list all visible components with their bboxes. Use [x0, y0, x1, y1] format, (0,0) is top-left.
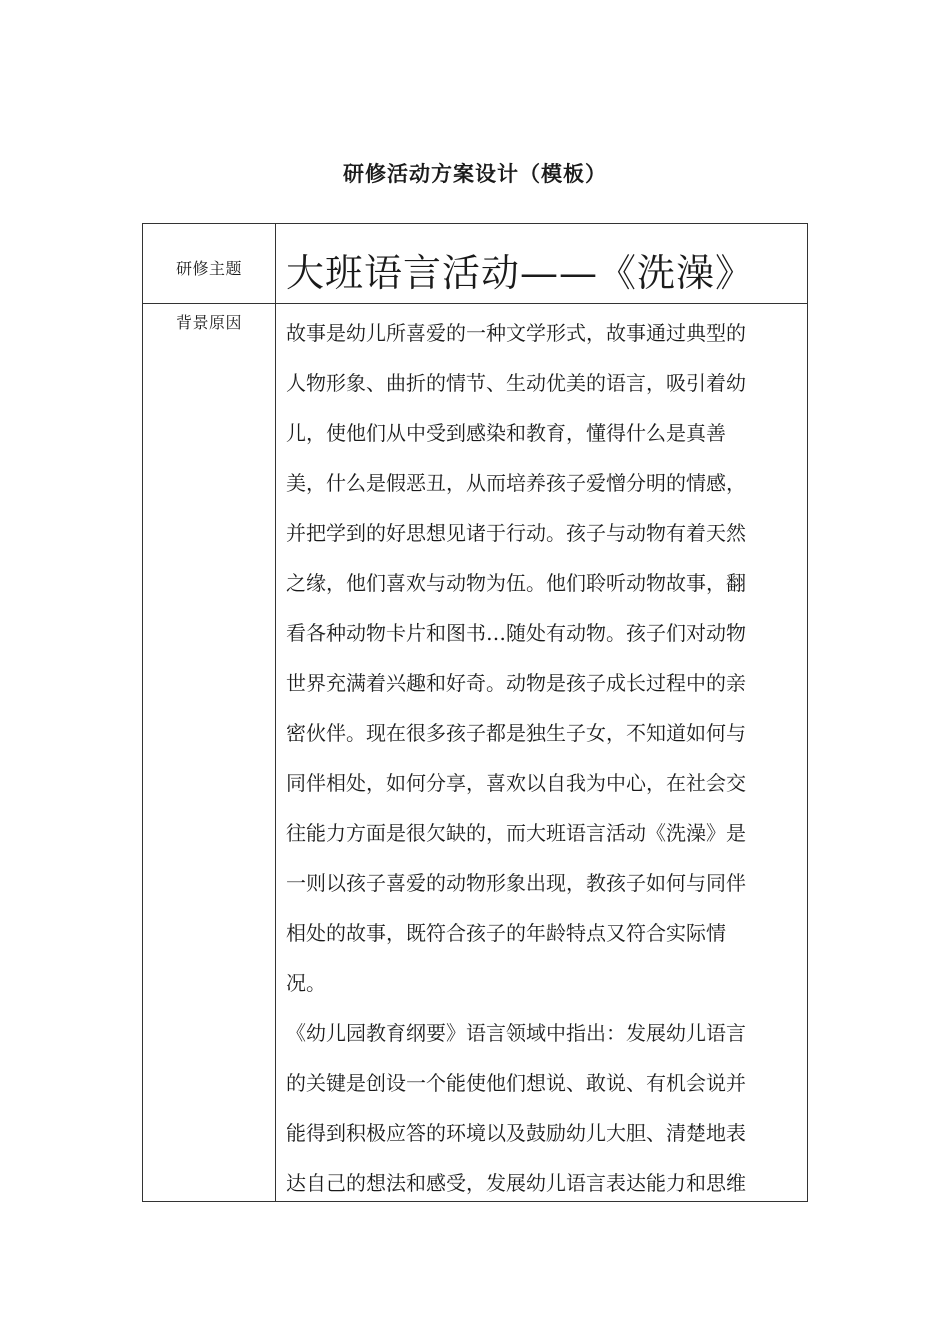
plan-table: [142, 223, 808, 1202]
topic-value: 大班语言活动——《洗澡》: [286, 251, 755, 295]
background-line: 故事是幼儿所喜爱的一种文学形式，故事通过典型的: [286, 321, 746, 345]
background-line: 能得到积极应答的环境以及鼓励幼儿大胆、清楚地表: [286, 1121, 746, 1145]
background-line: 美，什么是假恶丑，从而培养孩子爱憎分明的情感，: [286, 471, 746, 495]
topic-label: 研修主题: [175, 259, 242, 278]
background-line: 人物形象、曲折的情节、生动优美的语言，吸引着幼: [286, 371, 746, 395]
background-line: 并把学到的好思想见诸于行动。孩子与动物有着天然: [286, 521, 746, 545]
background-line: 看各种动物卡片和图书…随处有动物。孩子们对动物: [286, 621, 746, 645]
background-line: 《幼儿园教育纲要》语言领域中指出：发展幼儿语言: [286, 1021, 746, 1045]
background-label: 背景原因: [175, 313, 242, 332]
background-line: 世界充满着兴趣和好奇。动物是孩子成长过程中的亲: [286, 671, 746, 695]
background-line: 况。: [286, 971, 326, 995]
background-line: 相处的故事，既符合孩子的年龄特点又符合实际情: [286, 921, 726, 945]
column-divider: [275, 224, 276, 1201]
background-line: 儿，使他们从中受到感染和教育，懂得什么是真善: [286, 421, 726, 445]
document-title: 研修活动方案设计（模板）: [343, 161, 607, 186]
background-line: 同伴相处，如何分享，喜欢以自我为中心，在社会交: [286, 771, 746, 795]
background-content: [286, 308, 802, 1208]
background-line: 的关键是创设一个能使他们想说、敢说、有机会说并: [286, 1071, 746, 1095]
background-line: 一则以孩子喜爱的动物形象出现，教孩子如何与同伴: [286, 871, 746, 895]
background-line: 密伙伴。现在很多孩子都是独生子女，不知道如何与: [286, 721, 746, 745]
row-divider: [143, 303, 807, 304]
background-line: 之缘，他们喜欢与动物为伍。他们聆听动物故事，翻: [286, 571, 746, 595]
background-line: 达自己的想法和感受，发展幼儿语言表达能力和思维: [286, 1171, 746, 1195]
background-line: 往能力方面是很欠缺的，而大班语言活动《洗澡》是: [286, 821, 746, 845]
